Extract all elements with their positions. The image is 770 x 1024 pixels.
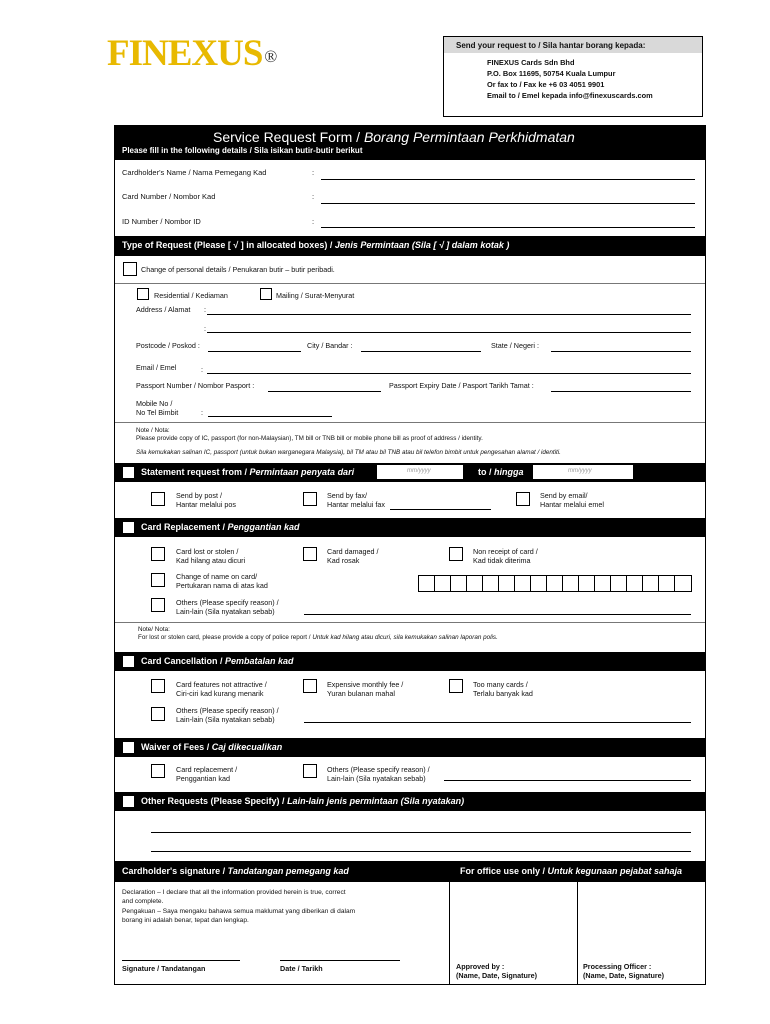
char-box[interactable]: [467, 576, 483, 591]
state-label: State / Negeri :: [491, 341, 539, 350]
cancellation-label-bm: Pembatalan kad: [225, 656, 294, 666]
passport-expiry-field[interactable]: [551, 391, 691, 392]
char-box[interactable]: [547, 576, 563, 591]
office-use-label: [460, 866, 682, 876]
cancellation-others-label-bm: Lain-lain (Sila nyatakan sebab): [176, 715, 275, 724]
declaration-en: Declaration – I declare that all the information provided herein is true, correct: [122, 889, 346, 896]
card-replacement-checkbox[interactable]: [123, 522, 134, 533]
card-cancellation-label: [141, 656, 294, 666]
char-box[interactable]: [515, 576, 531, 591]
mobile-label: Mobile No /: [136, 399, 173, 408]
form-title-en: Service Request Form /: [213, 129, 364, 145]
signature-label-bm: Tandatangan pemegang kad: [227, 866, 349, 876]
processing-officer-label: Processing Officer :: [583, 962, 652, 971]
send-by-email-label-bm: Hantar melalui emel: [540, 500, 604, 509]
registered-mark: ®: [264, 47, 277, 66]
postcode-label: Postcode / Poskod :: [136, 341, 200, 350]
fax-number-field[interactable]: [390, 509, 491, 510]
form-title: [213, 129, 575, 145]
replacement-others-label-bm: Lain-lain (Sila nyatakan sebab): [176, 607, 275, 616]
statement-to-field[interactable]: [533, 465, 633, 479]
form-title-bar: [115, 126, 705, 160]
signature-divider: [449, 861, 450, 985]
replacement-label-bm: Penggantian kad: [227, 522, 300, 532]
card-lost-label-bm: Kad hilang atau dicuri: [176, 556, 246, 565]
city-field[interactable]: [361, 351, 481, 352]
address-note-en: Please provide copy of IC, passport (for non-Malaysian), TM bill or TNB bill or mobile phone bill as proof of address / identity.: [136, 435, 483, 442]
expensive-fee-label-bm: Yuran bulanan mahal: [327, 689, 395, 698]
logo-text: FINEXUS: [107, 33, 263, 74]
send-by-email-label: Send by email/: [540, 491, 588, 500]
declaration-en-2: and complete.: [122, 898, 164, 905]
from-placeholder: mm/yyyy: [407, 468, 431, 474]
id-number-field[interactable]: [321, 227, 695, 228]
waiver-label-bm: Caj dikecualikan: [211, 742, 283, 752]
send-to-heading: Send your request to / Sila hantar borang kepada:: [444, 37, 702, 53]
replacement-label-en: Card Replacement /: [141, 522, 228, 532]
replacement-others-checkbox[interactable]: [151, 598, 165, 612]
email-field[interactable]: [207, 373, 691, 374]
name-change-char-grid[interactable]: [418, 575, 692, 592]
waiver-replacement-checkbox[interactable]: [151, 764, 165, 778]
card-replacement-bar: [115, 518, 705, 537]
not-attractive-label-bm: Ciri-ciri kad kurang menarik: [176, 689, 264, 698]
service-request-form: [114, 125, 706, 985]
char-box[interactable]: [563, 576, 579, 591]
residential-checkbox[interactable]: [137, 288, 149, 300]
statement-label-bm: Permintaan penyata dari: [249, 467, 355, 477]
card-cancellation-checkbox[interactable]: [123, 656, 134, 667]
send-by-fax-checkbox[interactable]: [303, 492, 317, 506]
other-requests-line-1[interactable]: [151, 832, 691, 833]
cardholder-signature-label: [122, 866, 349, 876]
waiver-others-checkbox[interactable]: [303, 764, 317, 778]
send-by-fax-label-bm: Hantar melalui fax: [327, 500, 385, 509]
to-label-bm: hingga: [494, 467, 524, 477]
send-to-box: [443, 36, 703, 117]
id-number-label: ID Number / Nombor ID: [122, 217, 201, 226]
change-details-checkbox[interactable]: [123, 262, 137, 276]
card-number-label: Card Number / Nombor Kad: [122, 192, 216, 201]
replacement-note-en: For lost or stolen card, please provide a copy of police report /: [138, 634, 313, 641]
other-requests-label: [141, 796, 464, 806]
waiver-others-label: Others (Please specify reason) /: [327, 765, 430, 774]
not-attractive-label: Card features not attractive /: [176, 680, 267, 689]
statement-label-en: Statement request from /: [141, 467, 250, 477]
card-cancellation-bar: [115, 652, 705, 671]
char-box[interactable]: [675, 576, 691, 591]
finexus-logo: [107, 34, 276, 74]
send-by-post-checkbox[interactable]: [151, 492, 165, 506]
send-to-address: [444, 53, 702, 101]
char-box[interactable]: [659, 576, 675, 591]
passport-expiry-label: Passport Expiry Date / Pasport Tarikh Tamat :: [389, 381, 534, 390]
char-box[interactable]: [451, 576, 467, 591]
change-name-label-bm: Pertukaran nama di atas kad: [176, 581, 268, 590]
processing-officer-sub: (Name, Date, Signature): [583, 971, 665, 980]
char-box[interactable]: [419, 576, 435, 591]
signature-bar: [115, 861, 705, 882]
waiver-replacement-label: Card replacement /: [176, 765, 238, 774]
statement-request-bar: [115, 463, 705, 482]
change-details-label: Change of personal details / Penukaran butir – butir peribadi.: [141, 265, 335, 274]
non-receipt-checkbox[interactable]: [449, 547, 463, 561]
char-box[interactable]: [435, 576, 451, 591]
postcode-field[interactable]: [208, 351, 301, 352]
colon: :: [312, 192, 315, 201]
type-of-request-label: [122, 240, 509, 250]
non-receipt-label-bm: Kad tidak diterima: [473, 556, 531, 565]
mailing-label: Mailing / Surat-Menyurat: [276, 291, 355, 300]
signature-label: Signature / Tandatangan: [122, 964, 206, 973]
expensive-fee-label: Expensive monthly fee /: [327, 680, 404, 689]
cancellation-others-checkbox[interactable]: [151, 707, 165, 721]
too-many-cards-label-bm: Terlalu banyak kad: [473, 689, 533, 698]
state-field[interactable]: [551, 351, 691, 352]
non-receipt-label: Non receipt of card /: [473, 547, 538, 556]
other-requests-bar: [115, 792, 705, 811]
office-divider: [577, 882, 578, 985]
divider: [115, 283, 705, 284]
colon: :: [312, 168, 315, 177]
passport-label: Passport Number / Nombor Pasport :: [136, 381, 255, 390]
waiver-others-field[interactable]: [444, 780, 691, 781]
approved-by-sub: (Name, Date, Signature): [456, 971, 538, 980]
cardholder-name-label: Cardholder's Name / Nama Pemegang Kad: [122, 168, 267, 177]
type-of-request-bar: [115, 236, 705, 256]
send-to-line: Or fax to / Fax ke +6 03 4051 9901: [487, 80, 605, 89]
office-label-bm: Untuk kegunaan pejabat sahaja: [547, 866, 683, 876]
replacement-note-bm: Untuk kad hilang atau dicuri, sila kemukakan salinan laporan polis.: [312, 634, 498, 641]
other-requests-bm: Lain-lain jenis permintaan (Sila nyatakan): [287, 796, 465, 806]
card-damaged-checkbox[interactable]: [303, 547, 317, 561]
to-placeholder: mm/yyyy: [568, 468, 592, 474]
declaration-bm: Pengakuan – Saya mengaku bahawa semua maklumat yang diberikan di dalam: [122, 908, 356, 915]
passport-field[interactable]: [268, 391, 381, 392]
address-note-title: Note / Nota:: [136, 427, 170, 434]
change-name-checkbox[interactable]: [151, 573, 165, 587]
too-many-cards-label: Too many cards /: [473, 680, 528, 689]
address-label: Address / Alamat: [136, 305, 191, 314]
type-of-request-bm: Jenis Permintaan (Sila [ √ ] dalam kotak ): [334, 240, 510, 250]
waiver-of-fees-checkbox[interactable]: [123, 742, 134, 753]
waiver-replacement-label-bm: Penggantian kad: [176, 774, 230, 783]
replacement-others-field[interactable]: [304, 614, 691, 615]
char-box[interactable]: [483, 576, 499, 591]
address-line-2[interactable]: [207, 332, 691, 333]
email-label: Email / Emel: [136, 363, 177, 372]
not-attractive-checkbox[interactable]: [151, 679, 165, 693]
card-damaged-label-bm: Kad rosak: [327, 556, 360, 565]
city-label: City / Bandar :: [307, 341, 353, 350]
colon: :: [204, 305, 206, 314]
card-damaged-label: Card damaged /: [327, 547, 379, 556]
char-box[interactable]: [627, 576, 643, 591]
date-label: Date / Tarikh: [280, 964, 323, 973]
other-requests-line-2[interactable]: [151, 851, 691, 852]
signature-field[interactable]: [122, 960, 240, 961]
replacement-note-title: Note/ Nota:: [138, 626, 170, 633]
char-box[interactable]: [579, 576, 595, 591]
waiver-of-fees-bar: [115, 738, 705, 757]
declaration-bm-2: borang ini adalah benar, tepat dan lengkap.: [122, 917, 249, 924]
char-box[interactable]: [595, 576, 611, 591]
char-box[interactable]: [499, 576, 515, 591]
waiver-others-label-bm: Lain-lain (Sila nyatakan sebab): [327, 774, 426, 783]
replacement-note: [138, 633, 498, 642]
cancellation-others-field[interactable]: [304, 722, 691, 723]
send-by-post-label-bm: Hantar melalui pos: [176, 500, 236, 509]
waiver-of-fees-label: [141, 742, 282, 752]
divider: [115, 622, 705, 623]
send-to-line: Email to / Emel kepada info@finexuscards.com: [487, 91, 653, 100]
statement-from-field[interactable]: [377, 465, 463, 479]
char-box[interactable]: [611, 576, 627, 591]
other-requests-en: Other Requests (Please Specify) /: [141, 796, 288, 806]
signature-label-en: Cardholder's signature /: [122, 866, 228, 876]
other-requests-checkbox[interactable]: [123, 796, 134, 807]
colon: :: [201, 365, 203, 374]
send-to-line: FINEXUS Cards Sdn Bhd: [487, 58, 575, 67]
change-name-label: Change of name on card/: [176, 572, 258, 581]
address-note-bm: Sila kemukakan salinan IC, passport (untuk bukan warganegara Malaysia), bil TM atau bil TNB atau bil telefon bimbit untuk pengesahan alamat / identiti.: [136, 449, 561, 456]
type-of-request-en: Type of Request (Please [ √ ] in allocated boxes) /: [122, 240, 335, 250]
date-field[interactable]: [280, 960, 400, 961]
send-by-fax-label: Send by fax/: [327, 491, 367, 500]
send-by-email-checkbox[interactable]: [516, 492, 530, 506]
divider: [115, 422, 705, 423]
mobile-field[interactable]: [208, 416, 332, 417]
card-replacement-label: [141, 522, 300, 532]
cardholder-name-field[interactable]: [321, 179, 695, 180]
waiver-label-en: Waiver of Fees /: [141, 742, 212, 752]
residential-label: Residential / Kediaman: [154, 291, 228, 300]
mailing-checkbox[interactable]: [260, 288, 272, 300]
replacement-others-label: Others (Please specify reason) /: [176, 598, 279, 607]
office-label-en: For office use only /: [460, 866, 548, 876]
too-many-cards-checkbox[interactable]: [449, 679, 463, 693]
card-lost-label: Card lost or stolen /: [176, 547, 239, 556]
colon: :: [312, 217, 315, 226]
address-line-1[interactable]: [207, 314, 691, 315]
colon: :: [204, 324, 206, 333]
card-number-field[interactable]: [321, 203, 695, 204]
colon: :: [201, 408, 203, 417]
expensive-fee-checkbox[interactable]: [303, 679, 317, 693]
form-subtitle: Please fill in the following details / Sila isikan butir-butir berikut: [122, 146, 363, 155]
form-title-bm: Borang Permintaan Perkhidmatan: [363, 129, 575, 145]
send-to-line: P.O. Box 11695, 50754 Kuala Lumpur: [487, 69, 616, 78]
send-by-post-label: Send by post /: [176, 491, 222, 500]
mobile-label-bm: No Tel Bimbit: [136, 408, 179, 417]
statement-to-label: [478, 467, 524, 477]
cancellation-others-label: Others (Please specify reason) /: [176, 706, 279, 715]
card-lost-checkbox[interactable]: [151, 547, 165, 561]
cancellation-label-en: Card Cancellation /: [141, 656, 226, 666]
statement-request-checkbox[interactable]: [123, 467, 134, 478]
char-box[interactable]: [531, 576, 547, 591]
approved-by-label: Approved by :: [456, 962, 505, 971]
statement-request-label: [141, 467, 354, 477]
char-box[interactable]: [643, 576, 659, 591]
to-label-en: to /: [478, 467, 494, 477]
